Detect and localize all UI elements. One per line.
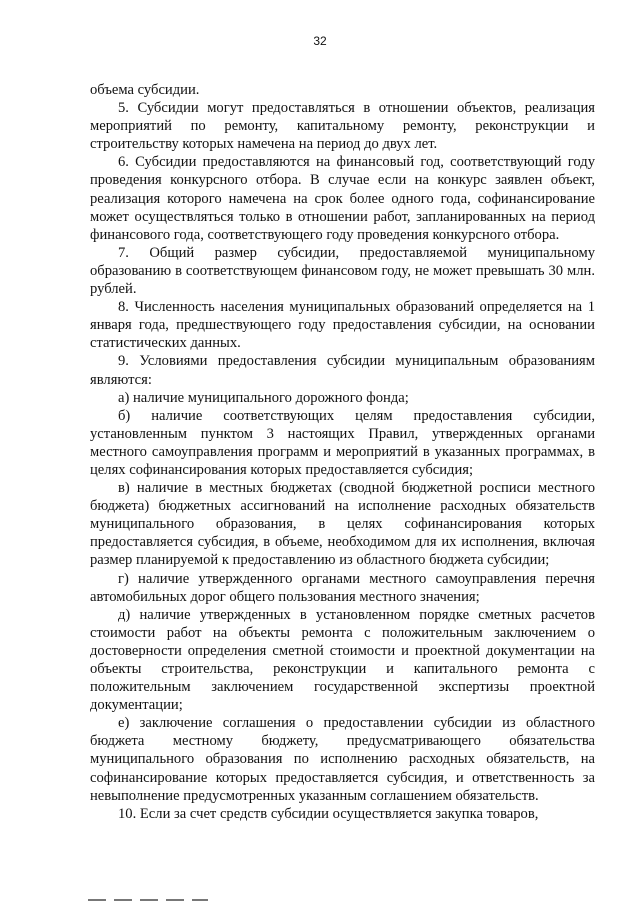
paragraph-item-6: 6. Субсидии предоставляются на финансовый год, соответствующий году проведения конкурсного отбора. В случае если на конкурс заявлен объект, реализация которого намечена на срок более одного года, софинансирование может осуществляться только в отношении работ, запланированных на период финансового года, соответствующего году проведения конкурсного отбора. bbox=[90, 154, 595, 243]
paragraph-subitem-d: д) наличие утвержденных в установленном порядке сметных расчетов стоимости работ на объекты ремонта с положительным заключением о достоверности определения сметной стоимости и проектной документации на объекты строительства, реконструкции и капитального ремонта с положительным заключением государственной экспертизы проектной документации; bbox=[90, 606, 595, 714]
paragraph-item-5: 5. Субсидии могут предоставляться в отношении объектов, реализация мероприятий по ремонту, капитальному ремонту, реконструкции и строительству которых намечена на период до двух лет. bbox=[90, 100, 595, 153]
paragraph-subitem-g: г) наличие утвержденного органами местного самоуправления перечня автомобильных дорог общего пользования местного значения; bbox=[90, 570, 595, 605]
paragraph-item-8: 8. Численность населения муниципальных образований определяется на 1 января года, предшествующего году предоставления субсидии, на основании статистических данных. bbox=[90, 299, 595, 352]
paragraph-subitem-v: в) наличие в местных бюджетах (сводной бюджетной росписи местного бюджета) бюджетных ассигнований на исполнение расходных обязательств муниципального образования, в целях софинансирования которых предоставляется субсидия, в объеме, необходимом для их исполнения, включая размер планируемой к предоставлению из областного бюджета субсидии; bbox=[90, 480, 595, 569]
paragraph-subitem-e: е) заключение соглашения о предоставлении субсидии из областного бюджета местному бюджету, предусматривающего обязательства муниципального образования по исполнению расходных обязательств, на софинансирование которых предоставляется субсидия, и ответственность за невыполнение предусмотренных указанным соглашением обязательств. bbox=[90, 715, 595, 804]
page-number: 32 bbox=[313, 34, 327, 48]
footer-scan-rule bbox=[88, 899, 208, 901]
paragraph-item-9: 9. Условиями предоставления субсидии муниципальным образованиям являются: bbox=[90, 353, 595, 388]
paragraph-continuation: объема субсидии. bbox=[90, 82, 200, 98]
document-body bbox=[90, 81, 595, 823]
paragraph-subitem-a: а) наличие муниципального дорожного фонда; bbox=[118, 389, 409, 406]
paragraph-item-10: 10. Если за счет средств субсидии осуществляется закупка товаров, bbox=[118, 805, 539, 822]
paragraph-item-7: 7. Общий размер субсидии, предоставляемой муниципальному образованию в соответствующем финансовом году, не может превышать 30 млн. рублей. bbox=[90, 244, 595, 298]
paragraph-subitem-b: б) наличие соответствующих целям предоставления субсидии, установленным пунктом 3 настоящих Правил, утвержденных органами местного самоуправления программ и мероприятий в указанных программах, в целях софинансирования которых предоставляется субсидия; bbox=[90, 407, 595, 478]
